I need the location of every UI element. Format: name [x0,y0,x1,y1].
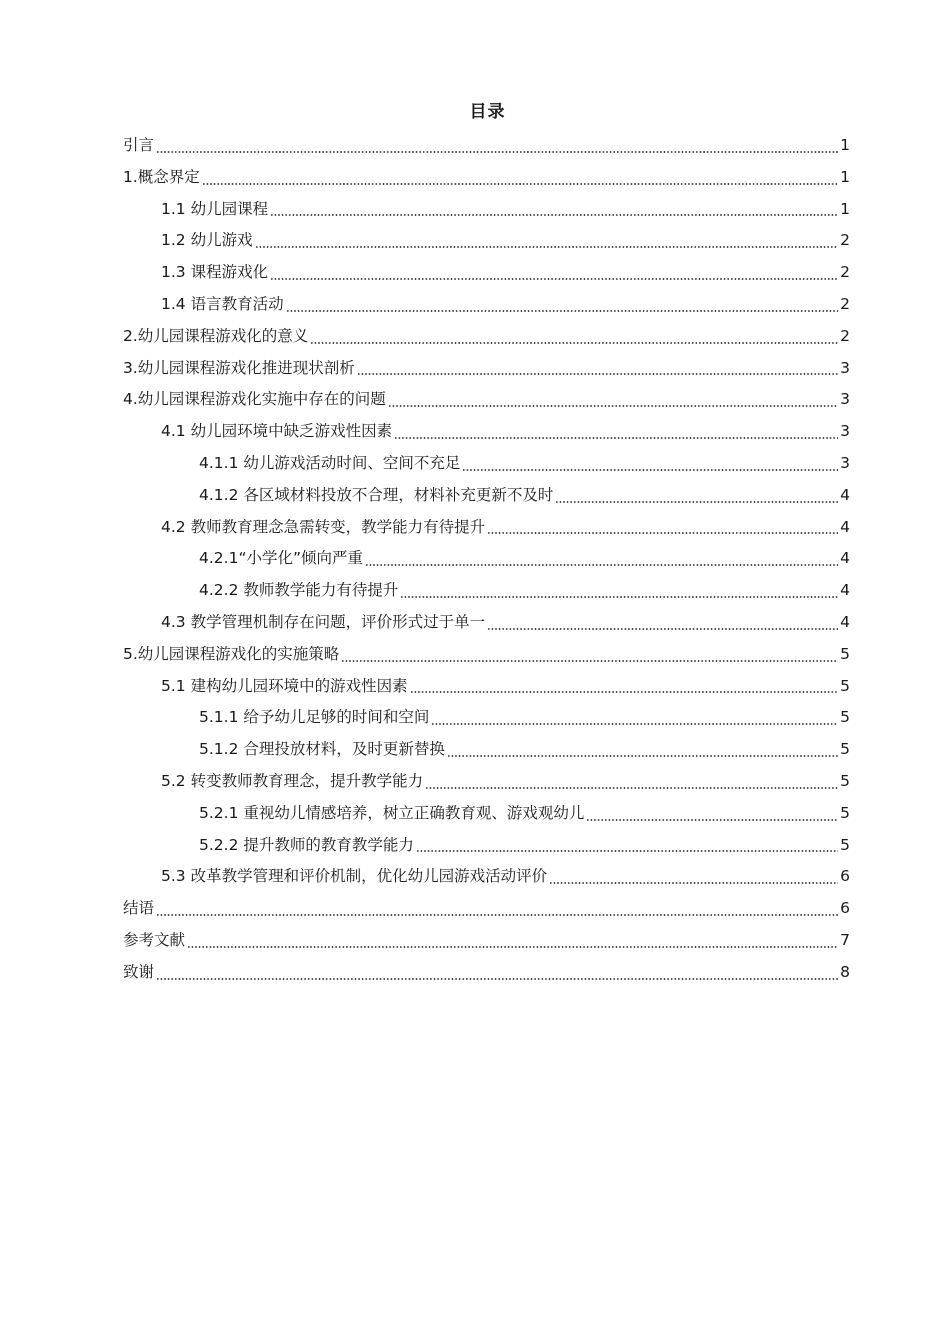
dot-leader [462,469,838,471]
toc-entry-page-number: 2 [840,231,850,250]
toc-entry[interactable] [123,639,850,671]
toc-entry-page-number: 5 [840,644,850,663]
toc-entry-page-number: 4 [840,485,850,504]
toc-entry[interactable] [123,543,850,575]
dot-leader [156,978,838,980]
toc-entry-title: 5.2.1 重视幼儿情感培养，树立正确教育观、游戏观幼儿 [199,803,585,822]
toc-entry-title: 1.2 幼儿游戏 [161,231,253,250]
toc-entry-page-number: 5 [840,708,850,727]
toc-entry[interactable] [123,480,850,512]
toc-entry[interactable] [123,225,850,257]
dot-leader [400,596,838,598]
toc-entry-page-number: 5 [840,771,850,790]
toc-entry[interactable] [123,798,850,830]
toc-entry[interactable] [123,734,850,766]
toc-entry-title: 2.幼儿园课程游戏化的意义 [123,326,309,345]
dot-leader [187,946,838,948]
toc-entry[interactable] [123,130,850,162]
dot-leader [310,342,838,344]
table-of-contents [123,130,850,989]
toc-entry[interactable] [123,957,850,989]
toc-entry-page-number: 1 [840,136,850,154]
dot-leader [388,405,838,407]
toc-entry-title: 1.3 课程游戏化 [161,263,269,282]
toc-entry-page-number: 3 [840,390,850,409]
toc-entry[interactable] [123,194,850,226]
toc-entry[interactable] [123,416,850,448]
dot-leader [416,850,838,852]
dot-leader [270,214,838,216]
dot-leader [156,914,838,916]
toc-entry-title: 4.1 幼儿园环境中缺乏游戏性因素 [161,422,393,441]
toc-entry-title: 5.1.2 合理投放材料，及时更新替换 [199,740,445,759]
toc-entry[interactable] [123,671,850,703]
toc-entry-title: 4.1.2 各区域材料投放不合理，材料补充更新不及时 [199,485,554,504]
toc-entry-title: 1.概念界定 [123,167,200,186]
dot-leader [286,310,839,312]
toc-entry-page-number: 7 [840,930,850,949]
toc-entry-title: 5.3 改革教学管理和评价机制，优化幼儿园游戏活动评价 [161,867,548,886]
toc-entry[interactable] [123,162,850,194]
toc-entry-title: 5.1.1 给予幼儿足够的时间和空间 [199,708,430,727]
toc-entry-page-number: 3 [840,358,850,377]
toc-entry-page-number: 2 [840,326,850,345]
toc-entry-title: 4.幼儿园课程游戏化实施中存在的问题 [123,390,386,409]
toc-entry[interactable] [123,766,850,798]
toc-entry-page-number: 5 [840,676,850,695]
toc-entry-title: 5.2.2 提升教师的教育教学能力 [199,835,414,854]
toc-entry[interactable] [123,702,850,734]
toc-entry-page-number: 2 [840,263,850,282]
toc-entry-title: 1.1 幼儿园课程 [161,199,269,218]
toc-entry-title: 5.2 转变教师教育理念，提升教学能力 [161,771,424,790]
dot-leader [425,787,838,789]
dot-leader [586,819,838,821]
dot-leader [549,882,838,884]
toc-entry-title: 4.3 教学管理机制存在问题，评价形式过于单一 [161,612,486,631]
dot-leader [487,628,838,630]
toc-entry-page-number: 3 [840,422,850,441]
toc-entry-page-number: 1 [840,199,850,218]
dot-leader [555,501,838,503]
dot-leader [410,691,839,693]
toc-entry-title: 引言 [123,136,155,154]
toc-entry-page-number: 6 [840,899,850,918]
dot-leader [341,660,838,662]
toc-entry-page-number: 8 [840,962,850,981]
toc-entry-page-number: 1 [840,167,850,186]
dot-leader [270,278,838,280]
toc-entry-title: 3.幼儿园课程游戏化推进现状剖析 [123,358,355,377]
toc-entry-title: 参考文献 [123,930,186,949]
toc-entry[interactable] [123,289,850,321]
toc-entry[interactable] [123,321,850,353]
toc-entry-page-number: 5 [840,803,850,822]
toc-entry[interactable] [123,257,850,289]
toc-entry[interactable] [123,830,850,862]
toc-entry-title: 4.2.1“小学化”倾向严重 [199,549,363,568]
toc-entry-page-number: 4 [840,581,850,600]
toc-entry[interactable] [123,512,850,544]
dot-leader [365,564,838,566]
toc-entry[interactable] [123,607,850,639]
toc-entry-title: 致谢 [123,962,155,981]
toc-entry-page-number: 4 [840,517,850,536]
toc-entry[interactable] [123,448,850,480]
toc-entry[interactable] [123,893,850,925]
dot-leader [487,532,838,534]
dot-leader [202,183,838,185]
toc-entry-page-number: 3 [840,453,850,472]
toc-entry-title: 结语 [123,899,155,918]
toc-entry-title: 4.1.1 幼儿游戏活动时间、空间不充足 [199,453,461,472]
dot-leader [447,755,838,757]
toc-entry[interactable] [123,353,850,385]
toc-entry[interactable] [123,861,850,893]
dot-leader [156,151,838,153]
dot-leader [255,246,839,248]
toc-entry-page-number: 5 [840,740,850,759]
dot-leader [357,373,838,375]
toc-entry-title: 4.2.2 教师教学能力有待提升 [199,581,399,600]
toc-title: 目录 [469,102,506,122]
toc-entry[interactable] [123,384,850,416]
toc-entry-title: 5.幼儿园课程游戏化的实施策略 [123,644,340,663]
dot-leader [431,723,838,725]
toc-entry-page-number: 5 [840,835,850,854]
toc-entry-page-number: 4 [840,549,850,568]
toc-entry[interactable] [123,925,850,957]
toc-entry[interactable] [123,575,850,607]
toc-entry-title: 5.1 建构幼儿园环境中的游戏性因素 [161,676,408,695]
dot-leader [394,437,838,439]
toc-entry-page-number: 4 [840,612,850,631]
toc-entry-title: 1.4 语言教育活动 [161,294,284,313]
toc-entry-page-number: 2 [840,294,850,313]
toc-entry-page-number: 6 [840,867,850,886]
toc-entry-title: 4.2 教师教育理念急需转变，教学能力有待提升 [161,517,486,536]
